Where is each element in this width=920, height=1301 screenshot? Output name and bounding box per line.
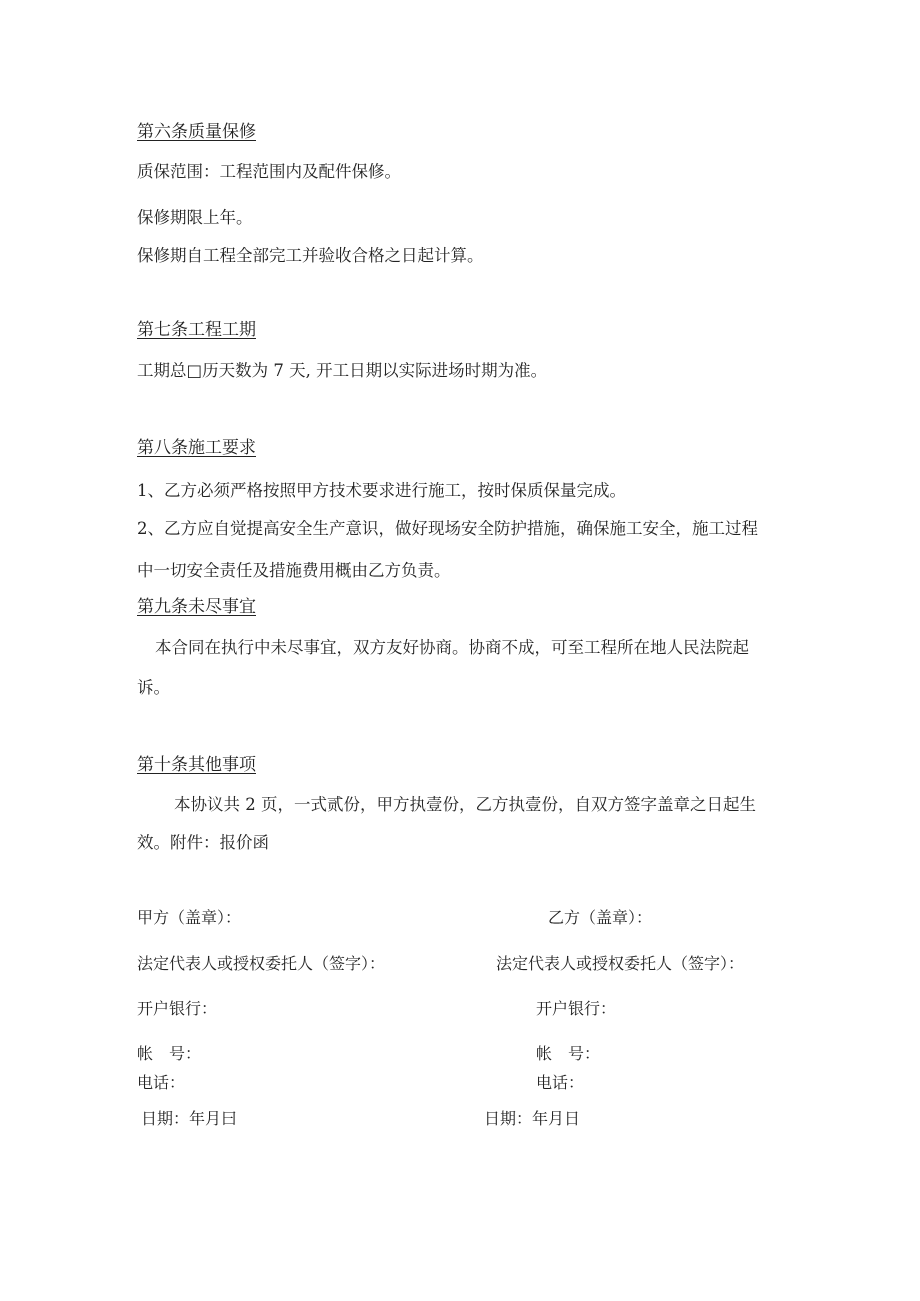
- article-10-line-1: 本协议共 2 页，一式贰份，甲方执壹份，乙方执壹份，自双方签字盖章之日起生: [174, 795, 756, 814]
- party-b-representative-label: 法定代表人或授权委托人（签字）：: [496, 954, 745, 973]
- party-a-account-label: 帐 号：: [137, 1044, 202, 1063]
- party-a-seal-label: 甲方（盖章）：: [137, 908, 242, 927]
- article-8-heading: 第八条施工要求: [137, 438, 256, 458]
- article-6-heading: 第六条质量保修: [137, 122, 256, 142]
- party-b-account-label: 帐 号：: [536, 1044, 601, 1063]
- article-6-period: 保修期限上年。: [137, 208, 253, 227]
- article-10-line-2: 效。附件：报价函: [137, 833, 269, 852]
- party-b-bank-label: 开户银行：: [536, 999, 617, 1018]
- article-8-item-2-line-1: 2、乙方应自觉提高安全生产意识，做好现场安全防护措施，确保施工安全，施工过程: [137, 519, 758, 538]
- article-6-scope: 质保范围：工程范围内及配件保修。: [137, 162, 401, 181]
- article-10-heading: 第十条其他事项: [137, 755, 256, 775]
- article-9-line-2: 诉。: [137, 678, 170, 697]
- party-a-phone-label: 电话：: [137, 1073, 186, 1092]
- article-8-item-1: 1、乙方必须严格按照甲方技术要求进行施工，按时保质保量完成。: [137, 481, 626, 500]
- party-b-phone-label: 电话：: [536, 1073, 585, 1092]
- party-b-seal-label: 乙方（盖章）：: [548, 908, 653, 927]
- party-a-representative-label: 法定代表人或授权委托人（签字）：: [137, 954, 386, 973]
- article-8-item-2-line-2: 中一切安全责任及措施费用概由乙方负责。: [137, 561, 451, 580]
- party-a-bank-label: 开户银行：: [137, 999, 218, 1018]
- article-7-heading: 第七条工程工期: [137, 320, 256, 340]
- article-9-heading: 第九条未尽事宜: [137, 597, 256, 617]
- article-6-start: 保修期自工程全部完工并验收合格之日起计算。: [137, 246, 484, 265]
- party-b-date-label: 日期：年月日: [484, 1109, 581, 1128]
- article-9-line-1: 本合同在执行中未尽事宜，双方友好协商。协商不成，可至工程所在地人民法院起: [155, 638, 749, 657]
- article-7-text: 工期总□历天数为 7 天, 开工日期以实际进场时期为准。: [137, 361, 548, 380]
- party-a-date-label: 日期：年月曰: [141, 1109, 238, 1128]
